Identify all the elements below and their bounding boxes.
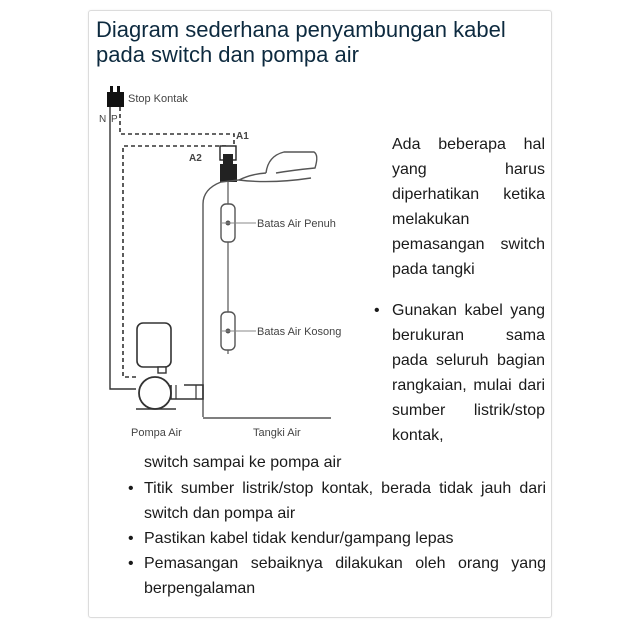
bullet-item-cable-continued: switch sampai ke pompa air [144,454,342,471]
bullet-text: Gunakan kabel yang berukuran sama pada seluruh bagian rangkaian, mulai dari sumber listrik/stop kontak, [392,302,545,444]
inlet-pipe [266,152,317,173]
phase-wire [120,107,234,146]
bullet-dot: • [374,302,380,319]
plug-icon [107,86,124,107]
bullet-item-expert [128,551,546,601]
bullet-item-cable [374,298,545,448]
bullet-item-tight [128,526,546,551]
pump-icon [136,323,203,409]
bullet-text: Pastikan kabel tidak kendur/gampang lepas [144,530,454,547]
bullet-text: Titik sumber listrik/stop kontak, berada tidak jauh dari switch dan pompa air [144,480,546,522]
pompa-label: Pompa Air [131,427,182,439]
wiring-diagram [96,82,380,444]
page-title: Diagram sederhana penyambungan kabel pada switch dan pompa air [96,17,506,67]
tangki-label: Tangki Air [253,427,301,439]
bullet-list [128,476,546,601]
bullet-dot: • [128,530,134,547]
intro-text: Ada beberapa hal yang harus diperhatikan ketika melakukan pemasangan switch pada tangki [392,136,545,278]
bullet-dot: • [128,555,134,572]
batas-penuh-label: Batas Air Penuh [257,218,336,230]
switch-icon [220,146,237,182]
batas-kosong-label: Batas Air Kosong [257,326,342,338]
bullet-item-location [128,476,546,526]
n-label: N [99,114,107,125]
bullet-text: Pemasangan sebaiknya dilakukan oleh orang yang berpengalaman [144,555,546,597]
stop-kontak-label: Stop Kontak [128,93,188,105]
a1-label: A1 [236,131,249,142]
bullet-dot: • [128,480,134,497]
p-label: P [111,114,118,125]
a2-label: A2 [189,153,202,164]
